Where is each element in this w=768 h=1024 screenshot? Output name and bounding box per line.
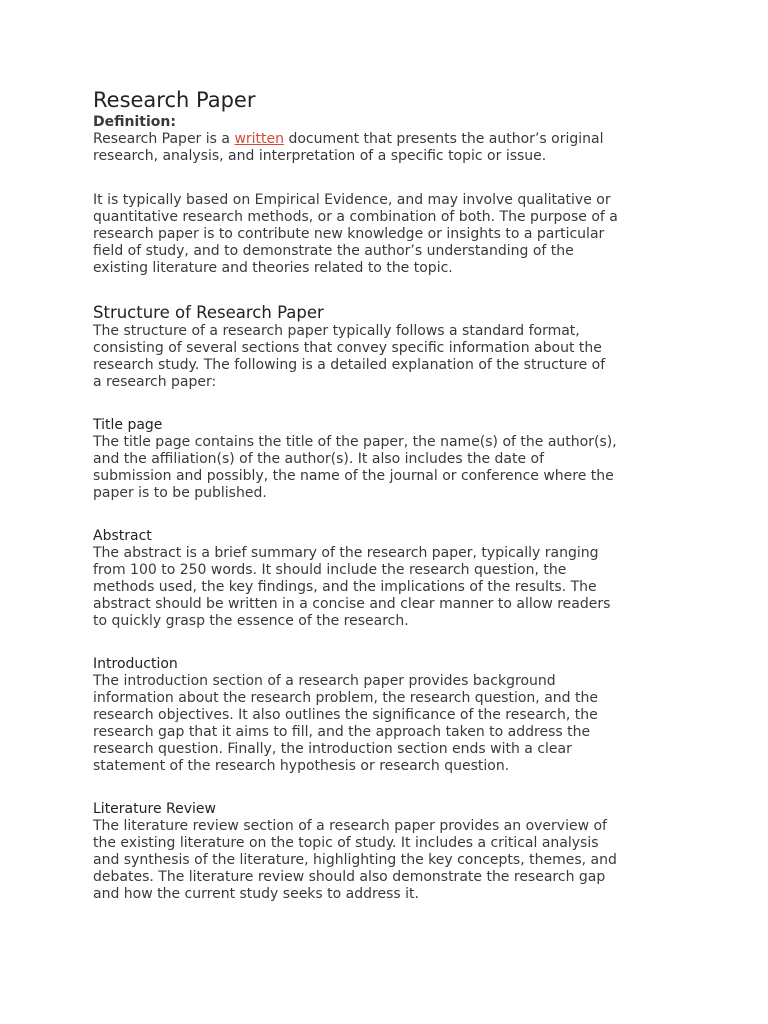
section-title-literature-review: Literature Review — [93, 801, 216, 817]
paragraph-line: debates. The literature review should also demonstrate the research gap — [93, 869, 606, 885]
empirical-evidence-paragraph — [93, 192, 768, 277]
paragraph-line: The introduction section of a research paper provides background — [93, 673, 556, 689]
paragraph-line: and the affiliation(s) of the author(s). It also includes the date of — [93, 451, 545, 467]
paragraph-line: quantitative research methods, or a combination of both. The purpose of a — [93, 209, 618, 225]
structure-heading: Structure of Research Paper — [93, 303, 324, 322]
paragraph-line: research question. Finally, the introduction section ends with a clear — [93, 741, 572, 757]
paragraph-line: the existing literature on the topic of study. It includes a critical analysis — [93, 835, 599, 851]
paragraph-line: paper is to be published. — [93, 485, 267, 501]
paragraph-line: The structure of a research paper typically follows a standard format, — [93, 323, 580, 339]
definition-line-1-rest: document that presents the author’s original — [284, 131, 604, 147]
paragraph-line: methods used, the key findings, and the implications of the results. The — [93, 579, 597, 595]
structure-intro-paragraph — [93, 323, 768, 391]
paragraph-line: and synthesis of the literature, highlighting the key concepts, themes, and — [93, 852, 617, 868]
section-title-introduction: Introduction — [93, 656, 178, 672]
paragraph-line: a research paper: — [93, 374, 217, 390]
written-link[interactable]: written — [234, 131, 284, 147]
paragraph-line: It is typically based on Empirical Evidence, and may involve qualitative or — [93, 192, 611, 208]
paragraph-line: and how the current study seeks to address it. — [93, 886, 419, 902]
paragraph-line: submission and possibly, the name of the journal or conference where the — [93, 468, 614, 484]
definition-label: Definition: — [93, 114, 176, 130]
section-body-introduction — [93, 673, 768, 775]
definition-paragraph — [93, 131, 768, 165]
paragraph-line: existing literature and theories related to the topic. — [93, 260, 453, 276]
paragraph-line: research study. The following is a detailed explanation of the structure of — [93, 357, 606, 373]
paragraph-line: consisting of several sections that convey specific information about the — [93, 340, 602, 356]
paragraph-line: information about the research problem, the research question, and the — [93, 690, 598, 706]
paragraph-line: field of study, and to demonstrate the author’s understanding of the — [93, 243, 574, 259]
paragraph-line: research gap that it aims to fill, and the approach taken to address the — [93, 724, 591, 740]
section-body-abstract — [93, 545, 768, 630]
paragraph-line: statement of the research hypothesis or research question. — [93, 758, 510, 774]
page-title: Research Paper — [93, 88, 256, 112]
paragraph-line: research paper is to contribute new knowledge or insights to a particular — [93, 226, 605, 242]
paragraph-line: The title page contains the title of the paper, the name(s) of the author(s), — [93, 434, 617, 450]
paragraph-line: research objectives. It also outlines the significance of the research, the — [93, 707, 598, 723]
section-body-title-page — [93, 434, 768, 502]
paragraph-line: The abstract is a brief summary of the research paper, typically ranging — [93, 545, 599, 561]
definition-line-2: research, analysis, and interpretation of a specific topic or issue. — [93, 148, 547, 164]
paragraph-line: The literature review section of a research paper provides an overview of — [93, 818, 607, 834]
section-title-abstract: Abstract — [93, 528, 152, 544]
definition-prefix: Research Paper is a — [93, 131, 235, 147]
section-body-literature-review — [93, 818, 768, 903]
paragraph-line: from 100 to 250 words. It should include the research question, the — [93, 562, 567, 578]
section-title-title-page: Title page — [93, 417, 163, 433]
paragraph-line: to quickly grasp the essence of the research. — [93, 613, 409, 629]
definition-line-1 — [93, 131, 683, 148]
paragraph-line: abstract should be written in a concise and clear manner to allow readers — [93, 596, 611, 612]
